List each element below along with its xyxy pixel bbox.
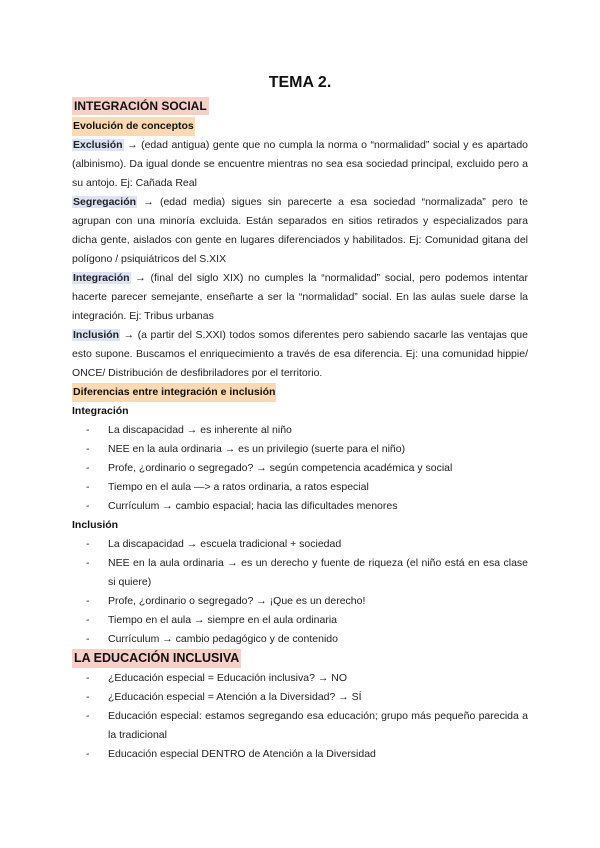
term-exclusion: Exclusión bbox=[73, 139, 123, 151]
list-item: - Educación especial: estamos segregando esa educación; grupo más pequeño parecida a la tradicional bbox=[86, 707, 528, 745]
list-item: - NEE en la aula ordinaria → es un derecho y fuente de riqueza (el niño está en esa clase si quiere) bbox=[86, 554, 528, 592]
list-item: - Currículum → cambio espacial; hacia las dificultades menores bbox=[86, 497, 528, 516]
concept-text: → (a partir del S.XXI) todos somos diferentes pero sabiendo sacarle las ventajas que esto supone. Buscamos el enriquecimiento a través de esa diferencia. Ej: una comunidad hippie/ ONCE/ Distribución de desfibriladores por el territorio. bbox=[72, 329, 528, 379]
list-item: - Profe, ¿ordinario o segregado? → según competencia académica y social bbox=[86, 459, 528, 478]
list-item: - La discapacidad → es inherente al niño bbox=[86, 421, 528, 440]
concept-text: → (final del siglo XIX) no cumples la “normalidad” social, pero podemos intentar hacerte parecer semejante, enseñarte a ser la “normalidad” social. En las aulas suele darse la integración. Ej: Tribus urbanas bbox=[72, 272, 528, 322]
inclusion-list bbox=[72, 535, 528, 649]
document-title: TEMA 2. bbox=[268, 74, 332, 91]
list-item: - Profe, ¿ordinario o segregado? → ¡Que es un derecho! bbox=[86, 592, 528, 611]
list-item: - ¿Educación especial = Educación inclusiva? → NO bbox=[86, 669, 528, 688]
list-item: - La discapacidad → escuela tradicional + sociedad bbox=[86, 535, 528, 554]
concept-text: → (edad antigua) gente que no cumpla la norma o “normalidad” social y es apartado (albinismo). Da igual donde se encuentre mientras no sea esa sociedad principal, excluido pero a su antojo. Ej: Cañada Real bbox=[72, 139, 528, 189]
educacion-inclusiva-list bbox=[72, 669, 528, 764]
term-segregacion: Segregación bbox=[73, 196, 137, 208]
subheading-evolucion: Evolución de conceptos bbox=[72, 117, 195, 136]
list-item: - ¿Educación especial = Atención a la Diversidad? → SÍ bbox=[86, 688, 528, 707]
term-inclusion: Inclusión bbox=[73, 329, 120, 341]
label-inclusion: Inclusión bbox=[72, 519, 119, 531]
concept-text: → (edad media) sigues sin parecerte a esa sociedad “normalizada” pero te agrupan con una minoría excluida. Están separados en sitios retirados y especializados para dicha gente, aislados con gente en lugares diferenciados y habilitados. Ej: Comunidad gitana del polígono / psiquiátricos del S.XIX bbox=[72, 196, 528, 265]
label-integracion: Integración bbox=[72, 405, 129, 417]
heading-integracion-social: INTEGRACIÓN SOCIAL bbox=[74, 99, 207, 113]
list-item: - Tiempo en el aula —> a ratos ordinaria, a ratos especial bbox=[86, 478, 528, 497]
list-item: - Tiempo en el aula → siempre en el aula ordinaria bbox=[86, 611, 528, 630]
concept-integracion bbox=[72, 269, 528, 326]
term-integracion: Integración bbox=[73, 272, 130, 284]
subheading-diferencias: Diferencias entre integración e inclusión bbox=[72, 383, 276, 402]
list-item: - Educación especial DENTRO de Atención a la Diversidad bbox=[86, 745, 528, 764]
list-item: - Currículum → cambio pedagógico y de contenido bbox=[86, 630, 528, 649]
heading-educacion-inclusiva: LA EDUCACIÓN INCLUSIVA bbox=[72, 649, 241, 668]
concept-inclusion bbox=[72, 326, 528, 383]
concept-exclusion bbox=[72, 136, 528, 193]
list-item: - NEE en la aula ordinaria → es un privilegio (suerte para el niño) bbox=[86, 440, 528, 459]
concept-segregacion bbox=[72, 193, 528, 269]
integracion-list bbox=[72, 421, 528, 516]
document-content bbox=[72, 97, 528, 764]
